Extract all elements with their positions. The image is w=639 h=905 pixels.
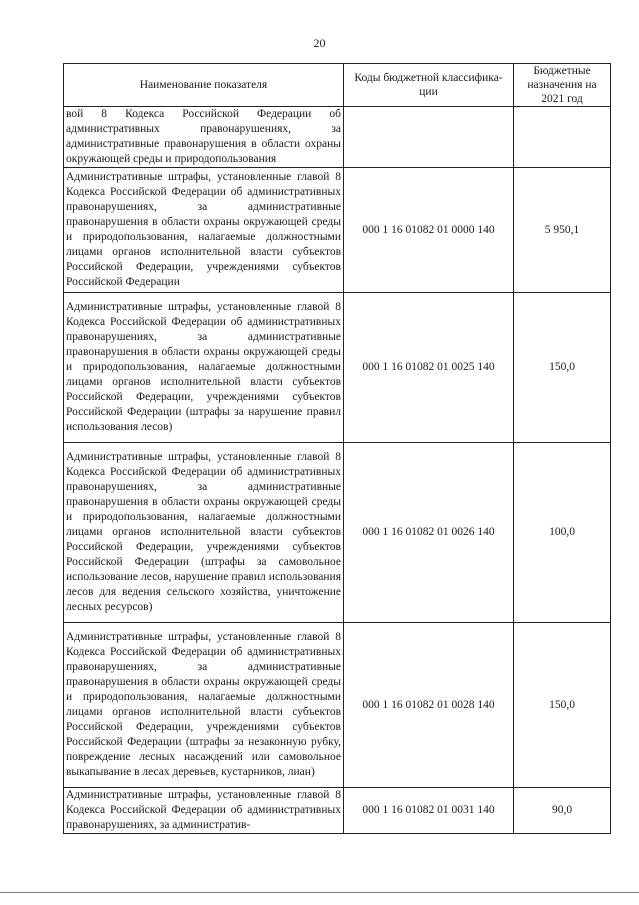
- budget-amount: 90,0: [514, 788, 611, 834]
- table-row: [64, 293, 611, 443]
- budget-amount: 150,0: [514, 293, 611, 443]
- indicator-name: Административные штрафы, установленные главой 8 Кодекса Российской Федерации об административных правонарушениях, за административ-: [64, 788, 344, 834]
- table-row: [64, 623, 611, 788]
- table-row: [64, 443, 611, 623]
- indicator-name: вой 8 Кодекса Российской Федерации об административных правонарушениях, за административные правонарушения в области охраны окружающей среды и природопользования: [64, 107, 344, 168]
- table-row: [64, 168, 611, 293]
- indicator-name: Административные штрафы, установленные главой 8 Кодекса Российской Федерации об административных правонарушениях, за административные правонарушения в области охраны окружающей среды и природопользования, налагаемые должностными лицами органов исполнительной власти субъектов Российской Федерации, учреждениями субъектов Российской Федерации (штрафы за нарушение правил использования лесов): [64, 293, 344, 443]
- table-row: [64, 788, 611, 834]
- budget-table: [63, 63, 611, 834]
- page-bottom-rule: [0, 892, 639, 893]
- classification-code: 000 1 16 01082 01 0031 140: [344, 788, 514, 834]
- table-header-row: [64, 64, 611, 107]
- header-code: Коды бюджетной классифика-ции: [344, 64, 514, 107]
- budget-amount: 100,0: [514, 443, 611, 623]
- classification-code: 000 1 16 01082 01 0000 140: [344, 168, 514, 293]
- table-row: [64, 107, 611, 168]
- header-amount: Бюджетные назначения на 2021 год: [514, 64, 611, 107]
- budget-amount: [514, 107, 611, 168]
- indicator-name: Административные штрафы, установленные главой 8 Кодекса Российской Федерации об административных правонарушениях, за административные правонарушения в области охраны окружающей среды и природопользования, налагаемые должностными лицами органов исполнительной власти субъектов Российской Федерации, учреждениями субъектов Российской Федерации: [64, 168, 344, 293]
- page-number: 20: [313, 36, 326, 50]
- budget-amount: 150,0: [514, 623, 611, 788]
- classification-code: 000 1 16 01082 01 0025 140: [344, 293, 514, 443]
- classification-code: 000 1 16 01082 01 0028 140: [344, 623, 514, 788]
- indicator-name: Административные штрафы, установленные главой 8 Кодекса Российской Федерации об административных правонарушениях, за административные правонарушения в области охраны окружающей среды и природопользования, налагаемые должностными лицами органов исполнительной власти субъектов Российской Федерации, учреждениями субъектов Российской Федерации (штрафы за самовольное использование лесов, нарушение правил использования лесов для ведения сельского хозяйства, уничтожение лесных ресурсов): [64, 443, 344, 623]
- budget-amount: 5 950,1: [514, 168, 611, 293]
- classification-code: [344, 107, 514, 168]
- classification-code: 000 1 16 01082 01 0026 140: [344, 443, 514, 623]
- indicator-name: Административные штрафы, установленные главой 8 Кодекса Российской Федерации об административных правонарушениях, за административные правонарушения в области охраны окружающей среды и природопользования, налагаемые должностными лицами органов исполнительной власти субъектов Российской Федерации, учреждениями субъектов Российской Федерации (штрафы за незаконную рубку, повреждение лесных насаждений или самовольное выкапывание в лесах деревьев, кустарников, лиан): [64, 623, 344, 788]
- header-name: Наименование показателя: [64, 64, 344, 107]
